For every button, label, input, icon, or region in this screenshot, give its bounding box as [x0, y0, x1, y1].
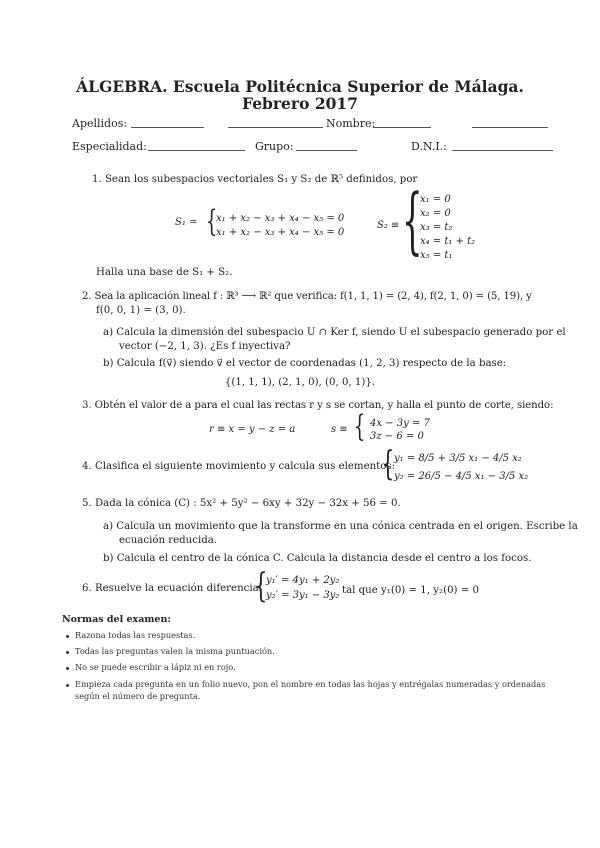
- question-4-text: 4. Clasifica el siguiente movimiento y calcula sus elementos:: [82, 461, 396, 472]
- rule-item: [66, 679, 545, 689]
- bullet-icon: [66, 635, 69, 638]
- question-2a-line2: vector (−2, 1, 3). ¿Es f inyectiva?: [119, 341, 291, 352]
- rule-text: No se puede escribir a lápiz ni en rojo.: [75, 662, 236, 672]
- rule-text: Todas las preguntas valen la misma puntuación.: [75, 646, 275, 656]
- question-5a-line2: ecuación reducida.: [119, 535, 218, 546]
- line-r: r ≡ x = y − z = a: [209, 424, 296, 435]
- s2-eq-2: x₂ = 0: [420, 208, 451, 219]
- dni-label: D.N.I.:: [411, 140, 447, 153]
- question-2-text-1: 2. Sea la aplicación lineal f : ℝ³ ⟶ ℝ² que verifica: f(1, 1, 1) = (2, 4), f(2, 1, 0) = (5, 19), y: [82, 291, 532, 302]
- exam-date: Febrero 2017: [242, 94, 358, 113]
- nombre-label: Nombre:: [326, 117, 376, 130]
- ode-initial-conditions: tal que y₁(0) = 1, y₂(0) = 0: [342, 585, 480, 596]
- question-2b-basis: {(1, 1, 1), (2, 1, 0), (0, 0, 1)}.: [224, 377, 376, 388]
- bullet-icon: [66, 667, 69, 670]
- nombre-field-2[interactable]: [472, 127, 548, 128]
- rule-item: [66, 630, 195, 640]
- question-2b-line1: b) Calcula f(v⃗) siendo v⃗ el vector de coordenadas (1, 2, 3) respecto de la base:: [103, 358, 507, 369]
- exam-title-line1: ÁLGEBRA. Escuela Politécnica Superior de Málaga.: [76, 77, 524, 96]
- line-s-brace: {: [353, 409, 366, 444]
- bullet-icon: [66, 651, 69, 654]
- line-s-label: s ≡: [331, 424, 348, 435]
- rule-item: [66, 646, 275, 656]
- s1-brace: {: [205, 204, 218, 239]
- bullet-icon: [66, 684, 69, 687]
- s2-eq-1: x₁ = 0: [420, 194, 451, 205]
- exam-title: [0, 78, 600, 112]
- s2-eq-4: x₄ = t₁ + t₂: [420, 236, 476, 247]
- s2-label: S₂ ≡: [377, 220, 400, 231]
- movement-eq1: y₁ = 8/5 + 3/5 x₁ − 4/5 x₂: [394, 453, 522, 464]
- question-5b: b) Calcula el centro de la cónica C. Calcula la distancia desde el centro a los focos.: [103, 553, 532, 564]
- line-s-eq2: 3z − 6 = 0: [370, 431, 424, 442]
- question-2a-line1: a) Calcula la dimensión del subespacio U ∩ Ker f, siendo U el subespacio generado por el: [103, 327, 566, 338]
- s2-eq-5: x₅ = t₁: [420, 250, 453, 261]
- ode-brace: {: [254, 566, 268, 606]
- exam-rules-heading: Normas del examen:: [62, 614, 171, 625]
- question-3-text: 3. Obtén el valor de a para el cual las rectas r y s se cortan, y halla el punto de corte, siendo:: [82, 400, 554, 411]
- apellidos-field-2[interactable]: [228, 127, 323, 128]
- question-6-text: 6. Resuelve la ecuación diferencial: [82, 583, 262, 594]
- rule-text: Empieza cada pregunta en un folio nuevo, pon el nombre en todas las hojas y entrégalas numeradas y ordenadas: [75, 679, 546, 689]
- question-5-text: 5. Dada la cónica (C) : 5x² + 5y² − 6xy + 32y − 32x + 56 = 0.: [82, 498, 401, 509]
- s1-eq2: x₁ + x₂ − x₃ + x₄ − x₅ = 0: [216, 227, 345, 238]
- apellidos-field-1[interactable]: [131, 127, 204, 128]
- ode-eq2: y₂′ = 3y₁ − 3y₂: [266, 590, 340, 601]
- s2-brace: {: [402, 178, 423, 262]
- especialidad-label: Especialidad:: [72, 140, 147, 153]
- question-5a-line1: a) Calcula un movimiento que la transforme en una cónica centrada en el origen. Escribe la: [103, 521, 578, 532]
- dni-field[interactable]: [452, 150, 553, 151]
- rule-text: Razona todas las respuestas.: [75, 630, 196, 640]
- question-1-text: 1. Sean los subespacios vectoriales S₁ y S₂ de ℝ⁵ definidos, por: [92, 174, 418, 185]
- rule-item: [66, 662, 236, 672]
- grupo-field[interactable]: [296, 150, 357, 151]
- s1-label: S₁ =: [175, 217, 198, 228]
- movement-brace: {: [381, 444, 395, 484]
- nombre-field-1[interactable]: [373, 127, 431, 128]
- question-1-footer: Halla una base de S₁ + S₂.: [96, 267, 233, 278]
- ode-eq1: y₁′ = 4y₁ + 2y₂: [266, 575, 340, 586]
- question-2-text-2: f(0, 0, 1) = (3, 0).: [96, 305, 186, 316]
- line-s-eq1: 4x − 3y = 7: [370, 418, 430, 429]
- s1-eq1: x₁ + x₂ − x₃ + x₄ − x₅ = 0: [216, 213, 345, 224]
- movement-eq2: y₂ = 26/5 − 4/5 x₁ − 3/5 x₂: [394, 471, 529, 482]
- apellidos-label: Apellidos:: [72, 117, 128, 130]
- s2-eq-3: x₃ = t₂: [420, 222, 453, 233]
- especialidad-field[interactable]: [148, 150, 245, 151]
- rule-text-continued: según el número de pregunta.: [75, 691, 201, 701]
- grupo-label: Grupo:: [255, 140, 294, 153]
